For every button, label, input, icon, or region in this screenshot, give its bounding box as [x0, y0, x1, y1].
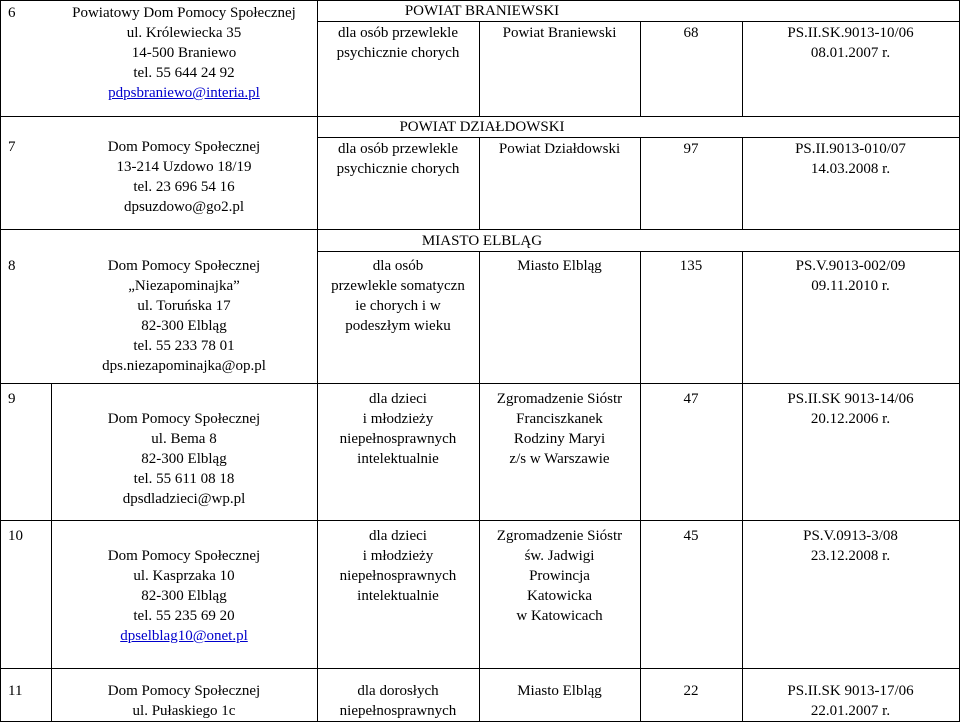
address-line: tel. 55 611 08 18: [133, 471, 235, 487]
type-line: i młodzieży: [362, 548, 434, 564]
type-line: intelektualnie: [357, 451, 439, 467]
address-line: ul. Bema 8: [151, 431, 217, 447]
type-line: przewlekle somatyczn: [331, 278, 465, 294]
address-line: dpsuzdowo@go2.pl: [123, 199, 245, 215]
row-divider: [0, 668, 960, 669]
decision-line: 08.01.2007 r.: [810, 45, 891, 61]
col-divider: [317, 0, 318, 722]
operator-line: Powiat Braniewski: [502, 25, 617, 41]
row-number: 8: [8, 258, 16, 274]
address-cell: [51, 546, 317, 646]
email-link[interactable]: dpselblag10@onet.pl: [120, 628, 248, 644]
address-cell: [51, 256, 317, 376]
type-line: i młodzieży: [362, 411, 434, 427]
places-cell: 68: [683, 25, 699, 41]
address-line: dpsdladzieci@wp.pl: [122, 491, 246, 507]
operator-line: Powiat Działdowski: [498, 141, 621, 157]
type-line: psychicznie chorych: [336, 45, 460, 61]
address-line: tel. 55 235 69 20: [133, 608, 235, 624]
operator-line: Miasto Elbląg: [517, 683, 602, 699]
decision-cell: [742, 526, 959, 566]
type-cell: [317, 526, 479, 606]
address-line: ul. Toruńska 17: [137, 298, 231, 314]
decision-line: 20.12.2006 r.: [810, 411, 891, 427]
type-cell: [317, 23, 479, 63]
col-divider: [742, 251, 743, 722]
decision-cell: [742, 681, 959, 721]
decision-line: PS.II.SK 9013-14/06: [787, 391, 914, 407]
type-line: niepełnosprawnych: [339, 568, 457, 584]
row-number: 11: [8, 683, 23, 699]
address-line: ul. Królewiecka 35: [126, 25, 242, 41]
row-divider: [0, 520, 960, 521]
type-cell: [317, 389, 479, 469]
type-line: ie chorych i w: [355, 298, 441, 314]
decision-line: PS.V.9013-002/09: [795, 258, 906, 274]
places-cell: 47: [683, 391, 699, 407]
address-line: tel. 55 233 78 01: [133, 338, 235, 354]
row-number: 6: [8, 5, 16, 21]
places-cell: 135: [679, 258, 703, 274]
decision-line: PS.II.9013-010/07: [795, 141, 906, 157]
operator-line: Prowincja: [529, 568, 590, 584]
row-number: 10: [8, 528, 23, 544]
decision-cell: [742, 23, 959, 63]
operator-cell: [479, 139, 640, 159]
address-line: „Niezapominajka”: [128, 278, 240, 294]
decision-line: 23.12.2008 r.: [810, 548, 891, 564]
type-line: niepełnosprawnych: [339, 431, 457, 447]
operator-line: z/s w Warszawie: [509, 451, 610, 467]
decision-cell: [742, 256, 959, 296]
address-line: Dom Pomocy Społecznej: [107, 683, 261, 699]
address-line: 82-300 Elbląg: [141, 451, 227, 467]
decision-line: 22.01.2007 r.: [810, 703, 891, 719]
header-divider: [317, 251, 960, 252]
type-line: dla dzieci: [369, 391, 427, 407]
address-cell: [51, 681, 317, 721]
address-line: Powiatowy Dom Pomocy Społecznej: [72, 5, 296, 21]
address-line: 82-300 Elbląg: [141, 318, 227, 334]
places-cell: 22: [683, 683, 699, 699]
row-divider: [0, 229, 960, 230]
header-divider: [317, 21, 960, 22]
header-divider: [317, 137, 960, 138]
type-line: dla dorosłych: [357, 683, 439, 699]
section-header: MIASTO ELBLĄG: [421, 233, 543, 249]
operator-line: Miasto Elbląg: [517, 258, 602, 274]
decision-cell: [742, 139, 959, 179]
type-line: psychicznie chorych: [336, 161, 460, 177]
address-cell: [51, 409, 317, 509]
section-header: POWIAT BRANIEWSKI: [404, 3, 560, 19]
operator-cell: [479, 389, 640, 469]
row-number: 9: [8, 391, 16, 407]
type-cell: [317, 139, 479, 179]
operator-line: Franciszkanek: [516, 411, 603, 427]
operator-cell: [479, 256, 640, 276]
operator-line: Katowicka: [527, 588, 592, 604]
address-line: Dom Pomocy Społecznej: [107, 139, 261, 155]
address-line: 13-214 Uzdowo 18/19: [116, 159, 252, 175]
decision-line: PS.II.SK.9013-10/06: [787, 25, 914, 41]
address-line: 82-300 Elbląg: [141, 588, 227, 604]
type-cell: [317, 256, 479, 336]
type-line: dla osób przewlekle: [338, 25, 458, 41]
operator-line: w Katowicach: [516, 608, 603, 624]
type-line: intelektualnie: [357, 588, 439, 604]
operator-cell: [479, 681, 640, 701]
places-cell: 45: [683, 528, 699, 544]
section-header: POWIAT DZIAŁDOWSKI: [399, 119, 565, 135]
row-number: 7: [8, 139, 16, 155]
type-line: dla osób przewlekle: [338, 141, 458, 157]
address-line: 14-500 Braniewo: [131, 45, 237, 61]
address-line: ul. Kasprzaka 10: [133, 568, 235, 584]
address-cell: [51, 137, 317, 217]
type-cell: [317, 681, 479, 721]
operator-cell: [479, 23, 640, 43]
operator-cell: [479, 526, 640, 626]
operator-line: św. Jadwigi: [524, 548, 595, 564]
col-divider: [0, 0, 1, 722]
decision-line: 09.11.2010 r.: [811, 278, 890, 294]
decision-line: PS.II.SK 9013-17/06: [787, 683, 914, 699]
address-line: dps.niezapominajka@op.pl: [102, 358, 266, 374]
address-line: Dom Pomocy Społecznej: [107, 548, 261, 564]
type-line: dla dzieci: [369, 528, 427, 544]
decision-line: PS.V.0913-3/08: [803, 528, 898, 544]
address-cell: [51, 3, 317, 103]
operator-line: Rodziny Maryi: [513, 431, 606, 447]
address-line: tel. 23 696 54 16: [133, 179, 235, 195]
operator-line: Zgromadzenie Sióstr: [496, 528, 623, 544]
type-line: dla osób: [372, 258, 424, 274]
col-divider: [479, 251, 480, 722]
decision-cell: [742, 389, 959, 429]
email-link[interactable]: pdpsbraniewo@interia.pl: [108, 85, 260, 101]
address-line: Dom Pomocy Społecznej: [107, 258, 261, 274]
type-line: niepełnosprawnych: [339, 703, 457, 719]
col-divider: [640, 251, 641, 722]
decision-line: 14.03.2008 r.: [810, 161, 891, 177]
address-line: ul. Pułaskiego 1c: [132, 703, 236, 719]
operator-line: Zgromadzenie Sióstr: [496, 391, 623, 407]
type-line: podeszłym wieku: [345, 318, 451, 334]
address-line: tel. 55 644 24 92: [133, 65, 235, 81]
address-line: Dom Pomocy Społecznej: [107, 411, 261, 427]
row-divider: [0, 383, 960, 384]
places-cell: 97: [683, 141, 699, 157]
